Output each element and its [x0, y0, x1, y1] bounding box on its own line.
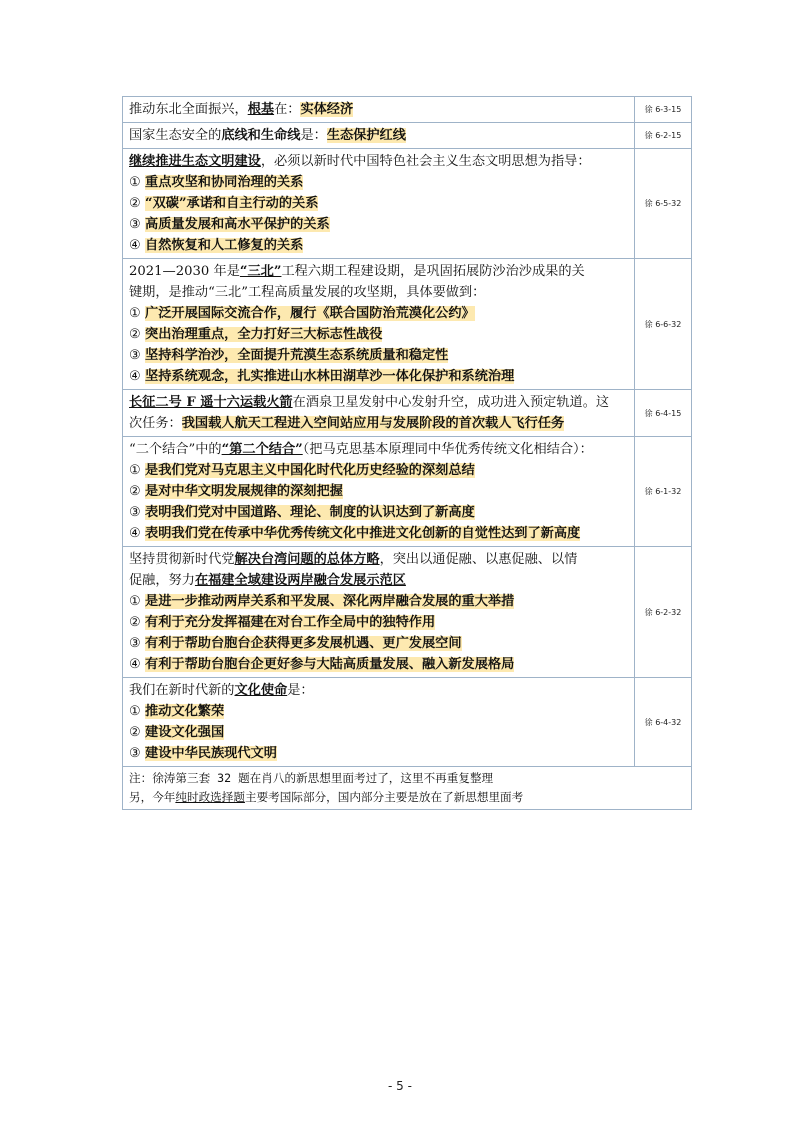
table-row — [123, 259, 692, 390]
highlighted-text: 高质量发展和高水平保护的关系 — [145, 217, 330, 232]
table-row — [123, 437, 692, 547]
text-segment: 是： — [300, 128, 327, 143]
text-line — [129, 439, 630, 460]
text-segment: ④ — [129, 657, 146, 672]
table-row — [123, 149, 692, 259]
text-line — [129, 99, 630, 120]
source-code-label: 徐 6-4-15 — [635, 390, 692, 437]
highlighted-text: 表明我们党在传承中华优秀传统文化中推进文化创新的自觉性达到了新高度 — [145, 526, 581, 541]
text-segment: ③ — [129, 217, 146, 232]
row-content — [123, 123, 635, 149]
note-content — [123, 767, 692, 810]
text-segment: ② — [129, 615, 146, 630]
text-segment: 主要考国际部分，国内部分主要是放在了新思想里面考 — [244, 790, 524, 804]
text-line — [129, 701, 630, 722]
text-line — [129, 769, 687, 788]
text-line — [129, 549, 630, 570]
text-line — [129, 788, 687, 807]
highlighted-text: 建设中华民族现代文明 — [145, 746, 277, 761]
row-content — [123, 390, 635, 437]
text-segment: 次任务： — [129, 416, 182, 431]
highlighted-text: 有利于帮助台胞台企更好参与大陆高质量发展、融入新发展格局 — [145, 657, 515, 672]
table-row — [123, 390, 692, 437]
text-line — [129, 261, 630, 282]
highlighted-text: “双碳”承诺和自主行动的关系 — [145, 196, 319, 211]
text-segment: ① — [129, 463, 146, 478]
text-segment: ② — [129, 327, 146, 342]
highlighted-text: 我国载人航天工程进入空间站应用与发展阶段的首次载人飞行任务 — [181, 416, 565, 431]
text-line — [129, 282, 630, 303]
text-segment: ③ — [129, 348, 146, 363]
source-code-label: 徐 6-3-15 — [635, 97, 692, 123]
text-segment: 我们在新时代新的 — [129, 683, 235, 698]
table-row — [123, 123, 692, 149]
emphasized-text: 底线和生命线 — [221, 128, 301, 143]
text-segment: 国家生态安全的 — [129, 128, 222, 143]
text-line — [129, 125, 630, 146]
text-segment: ，必须以新时代中国特色社会主义生态文明思想为指导： — [260, 154, 591, 169]
text-line — [129, 413, 630, 434]
text-segment: “二个结合”中的 — [129, 442, 222, 457]
highlighted-text: 生态保护红线 — [326, 128, 406, 143]
text-segment: 注：徐涛第三套 32 题在肖八的新思想里面考过了，这里不再重复整理 — [129, 771, 494, 785]
text-segment: 在： — [274, 102, 301, 117]
highlighted-text: 广泛开展国际交流合作，履行《联合国防治荒漠化公约》 — [145, 306, 475, 321]
text-segment: ③ — [129, 505, 146, 520]
emphasized-text: 在福建全域建设两岸融合发展示范区 — [194, 573, 406, 588]
text-segment: ④ — [129, 369, 146, 384]
row-content — [123, 437, 635, 547]
text-segment: （把马克思基本原理同中华优秀传统文化相结合）： — [302, 442, 593, 457]
text-segment: ③ — [129, 746, 146, 761]
text-segment: 工程六期工程建设期，是巩固拓展防沙治沙成果的关 — [281, 264, 585, 279]
text-segment: ② — [129, 484, 146, 499]
text-line — [129, 214, 630, 235]
text-segment: ③ — [129, 636, 146, 651]
row-content — [123, 149, 635, 259]
source-code-label: 徐 6-5-32 — [635, 149, 692, 259]
highlighted-text: 推动文化繁荣 — [145, 704, 225, 719]
text-line — [129, 481, 630, 502]
text-line — [129, 324, 630, 345]
highlighted-text: 有利于充分发挥福建在对台工作全局中的独特作用 — [145, 615, 436, 630]
text-line — [129, 722, 630, 743]
emphasized-text: 长征二号 F 遥十六运载火箭 — [129, 395, 293, 410]
source-code-label: 徐 6-6-32 — [635, 259, 692, 390]
row-content — [123, 97, 635, 123]
source-code-label: 徐 6-1-32 — [635, 437, 692, 547]
emphasized-text: 解决台湾问题的总体方略 — [234, 552, 380, 567]
text-segment: ④ — [129, 526, 146, 541]
text-segment: 键期，是推动“三北”工程高质量发展的攻坚期，具体要做到： — [129, 285, 486, 300]
text-line — [129, 392, 630, 413]
highlighted-text: 自然恢复和人工修复的关系 — [145, 238, 304, 253]
emphasized-text: 文化使命 — [234, 683, 288, 698]
notes-table — [122, 96, 692, 810]
row-content — [123, 678, 635, 767]
text-segment: 坚持贯彻新时代党 — [129, 552, 235, 567]
table-row — [123, 97, 692, 123]
text-segment: 推动东北全面振兴， — [129, 102, 248, 117]
note-row — [123, 767, 692, 810]
text-segment: 是： — [287, 683, 314, 698]
text-line — [129, 193, 630, 214]
highlighted-text: 是进一步推动两岸关系和平发展、深化两岸融合发展的重大举措 — [145, 594, 515, 609]
highlighted-text: 建设文化强国 — [145, 725, 225, 740]
highlighted-text: 表明我们党对中国道路、理论、制度的认识达到了新高度 — [145, 505, 475, 520]
highlighted-text: 坚持科学治沙，全面提升荒漠生态系统质量和稳定性 — [145, 348, 449, 363]
row-content — [123, 259, 635, 390]
source-code-label: 徐 6-2-32 — [635, 547, 692, 678]
emphasized-text: 纯时政选择题 — [175, 790, 245, 804]
text-line — [129, 303, 630, 324]
text-segment: ，突出以通促融、以惠促融、以情 — [379, 552, 578, 567]
highlighted-text: 实体经济 — [300, 102, 354, 117]
table-row — [123, 678, 692, 767]
text-segment: ② — [129, 196, 146, 211]
text-segment: ① — [129, 306, 146, 321]
text-segment: ① — [129, 594, 146, 609]
text-line — [129, 633, 630, 654]
source-code-label: 徐 6-4-32 — [635, 678, 692, 767]
notes-table-body — [123, 97, 692, 810]
source-code-label: 徐 6-2-15 — [635, 123, 692, 149]
text-line — [129, 460, 630, 481]
text-line — [129, 570, 630, 591]
emphasized-text: “第二个结合” — [221, 442, 303, 457]
highlighted-text: 是我们党对马克思主义中国化时代化历史经验的深刻总结 — [145, 463, 475, 478]
highlighted-text: 是对中华文明发展规律的深刻把握 — [145, 484, 343, 499]
emphasized-text: 根基 — [247, 102, 275, 117]
highlighted-text: 坚持系统观念，扎实推进山水林田湖草沙一体化保护和系统治理 — [145, 369, 515, 384]
emphasized-text: 继续推进生态文明建设 — [129, 154, 261, 169]
text-segment: ① — [129, 175, 146, 190]
text-line — [129, 591, 630, 612]
text-line — [129, 743, 630, 764]
text-line — [129, 523, 630, 544]
table-row — [123, 547, 692, 678]
text-line — [129, 612, 630, 633]
highlighted-text: 有利于帮助台胞台企获得更多发展机遇、更广发展空间 — [145, 636, 462, 651]
text-line — [129, 366, 630, 387]
text-line — [129, 654, 630, 675]
text-segment: 促融，努力 — [129, 573, 195, 588]
text-line — [129, 235, 630, 256]
text-segment: 2021—2030 年是 — [129, 264, 240, 279]
text-segment: 另，今年 — [129, 790, 176, 804]
text-line — [129, 345, 630, 366]
text-line — [129, 680, 630, 701]
emphasized-text: “三北” — [239, 264, 282, 279]
text-line — [129, 172, 630, 193]
page-number: - 5 - — [388, 1079, 412, 1093]
text-line — [129, 502, 630, 523]
text-segment: ④ — [129, 238, 146, 253]
row-content — [123, 547, 635, 678]
highlighted-text: 重点攻坚和协同治理的关系 — [145, 175, 304, 190]
text-segment: 在酒泉卫星发射中心发射升空，成功进入预定轨道。这 — [292, 395, 610, 410]
text-line — [129, 151, 630, 172]
highlighted-text: 突出治理重点，全力打好三大标志性战役 — [145, 327, 383, 342]
text-segment: ① — [129, 704, 146, 719]
text-segment: ② — [129, 725, 146, 740]
